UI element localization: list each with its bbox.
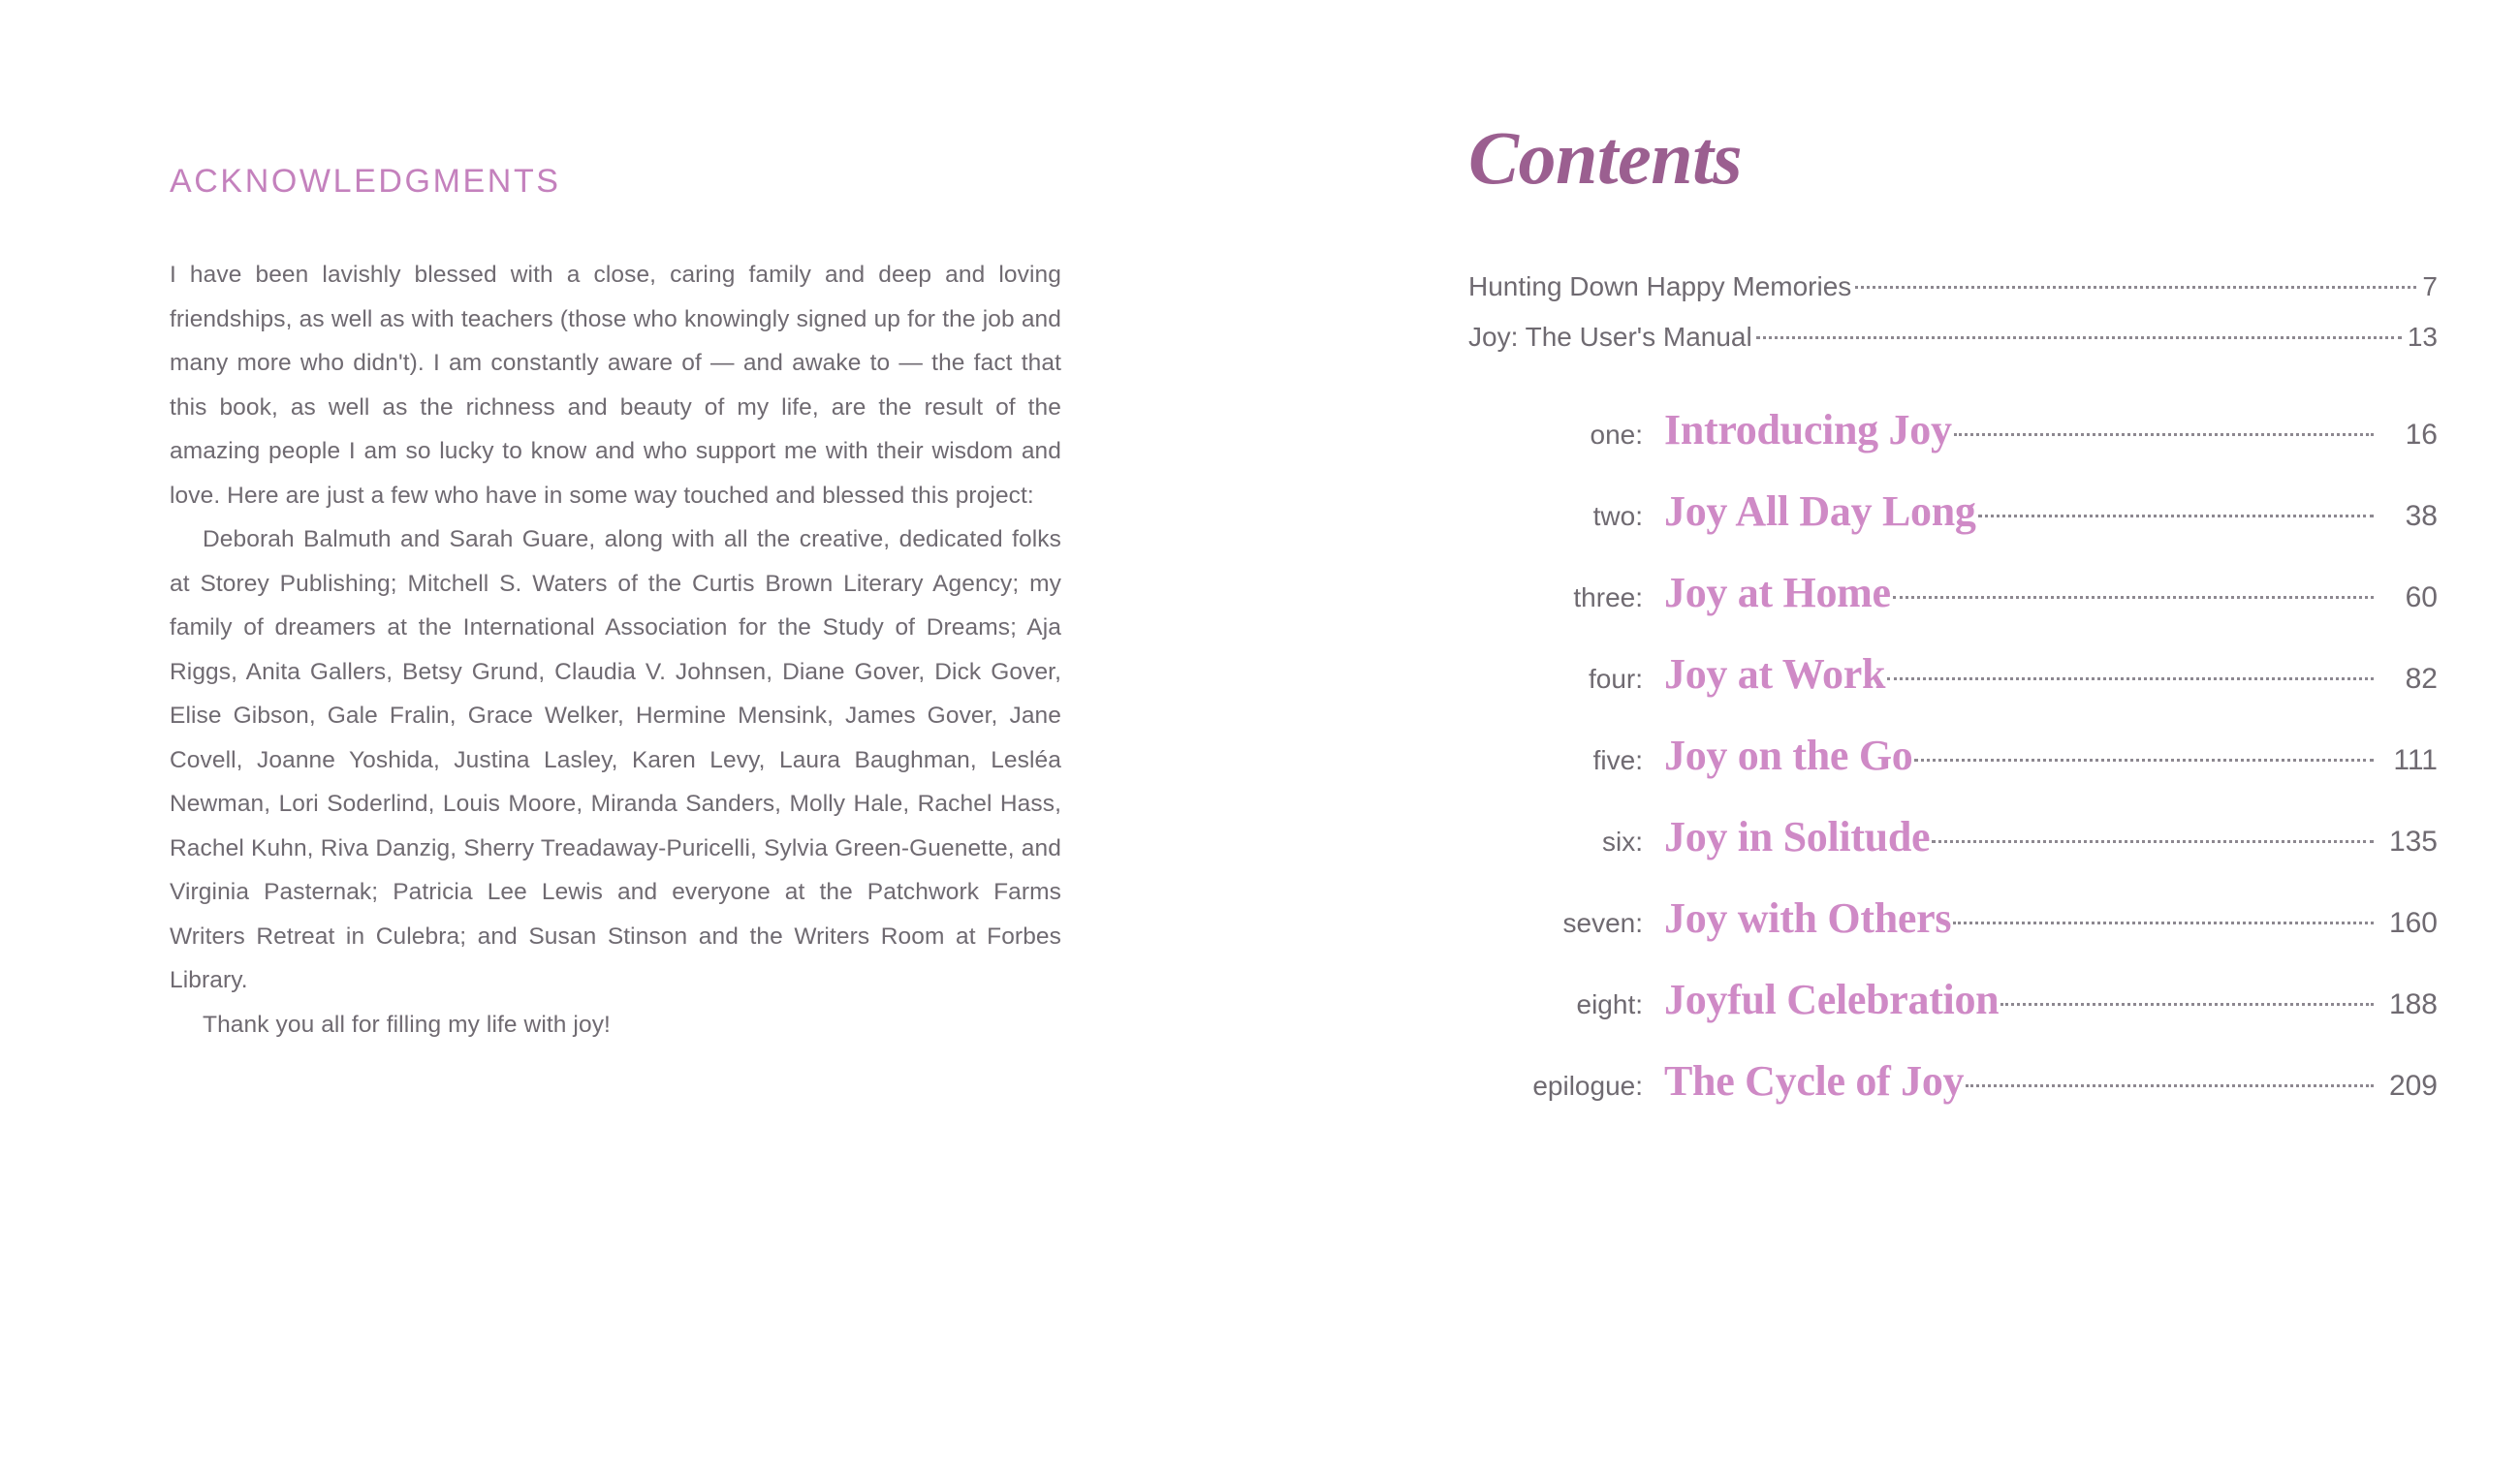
chapter-page: 82: [2405, 663, 2438, 695]
toc-chapter-row[interactable]: [1468, 812, 2438, 861]
toc-front-matter-row[interactable]: [1468, 322, 2438, 353]
chapter-title: The Cycle of Joy: [1664, 1057, 1965, 1105]
chapter-title: Joy in Solitude: [1664, 813, 1931, 860]
acknowledgments-section: [170, 163, 1061, 1047]
acknowledgments-paragraph-2: Deborah Balmuth and Sarah Guare, along with all the creative, dedicated folks at Storey Publishing; Mitchell S. Waters of the Curtis Brown Literary Agency; my family of dreamers at the International Association for the Study of Dreams; Aja Riggs, Anita Gallers, Betsy Grund, Claudia V. Johnsen, Diane Gover, Dick Gover, Elise Gibson, Gale Fralin, Grace Welker, Hermine Mensink, James Gover, Jane Covell, Joanne Yoshida, Justina Lasley, Karen Levy, Laura Baughman, Lesléa Newman, Lori Soderlind, Louis Moore, Miranda Sanders, Molly Hale, Rachel Hass, Rachel Kuhn, Riva Danzig, Sherry Treadaway-Puricelli, Sylvia Green-Guenette, and Virginia Pasternak; Patricia Lee Lewis and everyone at the Patchwork Farms Writers Retreat in Culebra; and Susan Stinson and the Writers Room at Forbes Library.: [170, 526, 1061, 993]
chapter-number: three:: [1573, 582, 1643, 612]
chapter-number: eight:: [1576, 989, 1643, 1019]
leader-dots: [1932, 840, 2374, 843]
chapter-page: 38: [2405, 500, 2438, 532]
toc-chapter-list: [1468, 405, 2438, 1106]
toc-chapter-row[interactable]: [1468, 405, 2438, 454]
toc-chapter-row[interactable]: [1468, 731, 2438, 780]
chapter-number: five:: [1592, 745, 1643, 775]
chapter-page: 188: [2388, 988, 2438, 1020]
chapter-number: seven:: [1562, 908, 1643, 938]
chapter-title: Joy at Work: [1664, 650, 1886, 698]
toc-entry-page: 7: [2422, 271, 2438, 301]
toc-chapter-row[interactable]: [1468, 893, 2438, 943]
chapter-title: Introducing Joy: [1664, 406, 1952, 454]
chapter-page: 111: [2393, 744, 2438, 776]
leader-dots: [1893, 596, 2374, 599]
toc-entry-page: 13: [2407, 322, 2438, 352]
chapter-page: 16: [2405, 419, 2438, 451]
chapter-page: 135: [2388, 826, 2438, 858]
chapter-title: Joy with Others: [1664, 894, 1952, 942]
chapter-number: one:: [1590, 420, 1643, 450]
chapter-number: epilogue:: [1532, 1071, 1643, 1101]
table-of-contents: [1468, 271, 2438, 1138]
toc-chapter-row[interactable]: [1468, 568, 2438, 617]
chapter-title: Joy at Home: [1664, 569, 1891, 616]
acknowledgments-paragraph-3: Thank you all for filling my life with joy!: [203, 1011, 611, 1038]
leader-dots: [1966, 1084, 2374, 1087]
toc-chapter-row[interactable]: [1468, 975, 2438, 1024]
toc-chapter-row[interactable]: [1468, 486, 2438, 536]
acknowledgments-heading: ACKNOWLEDGMENTS: [170, 163, 561, 200]
acknowledgments-paragraph-1: I have been lavishly blessed with a close, caring family and deep and loving friendships, as well as with teachers (those who knowingly signed up for the job and many more who didn't). I am constantly aware of — and awake to — the fact that this book, as well as the richness and beauty of my life, are the result of the amazing people I am so lucky to know and who support me with their wisdom and love. Here are just a few who have in some way touched and blessed this project:: [170, 262, 1061, 509]
leader-dots: [1887, 677, 2374, 680]
leader-dots: [1953, 922, 2374, 924]
chapter-title: Joy on the Go: [1664, 732, 1913, 779]
chapter-number: six:: [1602, 827, 1643, 857]
chapter-page: 209: [2388, 1070, 2438, 1102]
chapter-number: two:: [1592, 501, 1643, 531]
chapter-title: Joy All Day Long: [1664, 487, 1976, 535]
chapter-page: 160: [2388, 907, 2438, 939]
leader-dots: [2000, 1003, 2374, 1006]
chapter-number: four:: [1588, 664, 1643, 694]
toc-chapter-row[interactable]: [1468, 1056, 2438, 1106]
toc-entry-title: Joy: The User's Manual: [1468, 322, 1752, 352]
contents-heading: Contents: [1468, 115, 1743, 200]
right-page: [1444, 0, 2520, 1470]
chapter-page: 60: [2405, 581, 2438, 613]
toc-front-matter-row[interactable]: [1468, 271, 2438, 302]
leader-dots: [1978, 515, 2374, 517]
leader-dots: [1756, 336, 2402, 339]
leader-dots: [1855, 286, 2416, 289]
leader-dots: [1914, 759, 2374, 762]
toc-entry-title: Hunting Down Happy Memories: [1468, 271, 1852, 301]
chapter-title: Joyful Celebration: [1664, 976, 2000, 1023]
leader-dots: [1954, 433, 2374, 436]
toc-chapter-row[interactable]: [1468, 649, 2438, 699]
